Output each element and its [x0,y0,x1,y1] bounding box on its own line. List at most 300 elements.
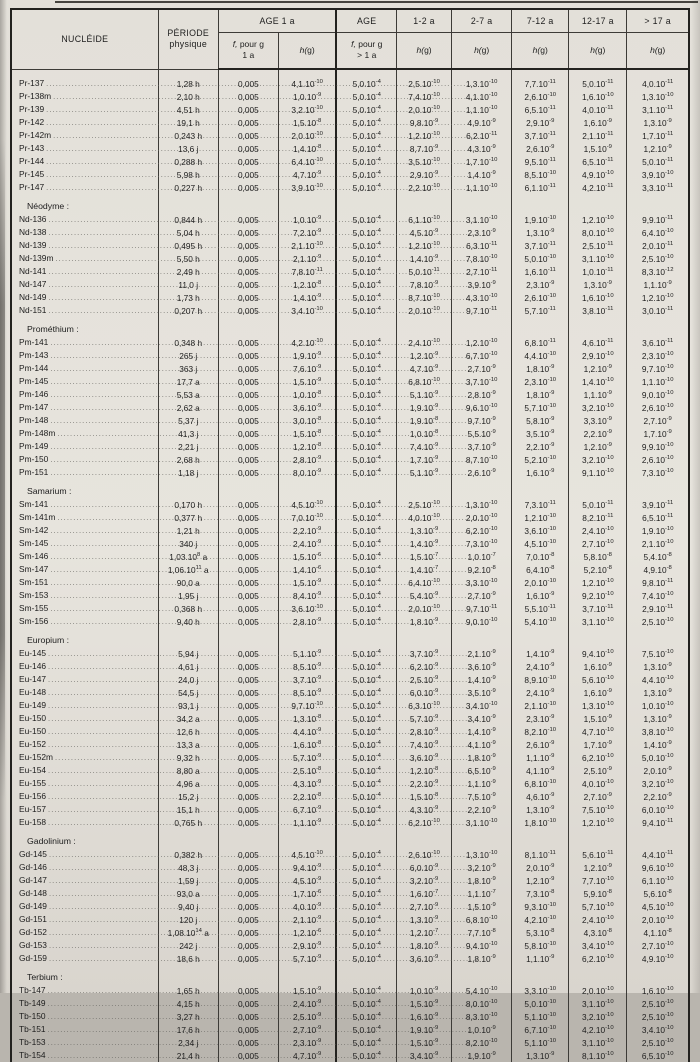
h-12-17a-cell: $1,2.10^{-10}$ [569,213,627,226]
f-1a-cell: 0,005 [218,816,278,829]
f-gt1a-cell: $5,0.10^{-4}$ [336,900,396,913]
h-12-17a-cell: $1,2.10^{-10}$ [569,576,627,589]
nuclide-name-wrap [12,1036,158,1049]
empty-cell [278,628,336,647]
f-1a-cell: 0,005 [218,466,278,479]
h-12-17a-cell: $4,9.10^{-10}$ [569,168,627,181]
h-7-12a-cell: $7,0.10^{-8}$ [512,550,569,563]
h-1-2a-cell: $3,5.10^{-10}$ [397,155,452,168]
f-gt1a-cell: $5,0.10^{-4}$ [336,602,396,615]
nuclide-name-wrap [12,602,158,615]
h-1-2a-cell: $2,0.10^{-10}$ [397,103,452,116]
h-7-12a-cell: $5,1.10^{-10}$ [512,1036,569,1049]
h-gt17a-cell: $2,1.10^{-10}$ [627,537,689,550]
periode-cell: 2,10 h [158,90,218,103]
nuclide-name-wrap [12,816,158,829]
f-gt1a-cell: $5,0.10^{-4}$ [336,926,396,939]
table-row [11,816,689,829]
nuclide-name: Gd-151 [19,914,47,924]
h-1a-cell: $7,2.10^{-9}$ [278,226,336,239]
f-gt1a-cell: $5,0.10^{-4}$ [336,725,396,738]
h-1-2a-cell: $1,9.10^{-9}$ [397,1023,452,1036]
h-7-12a-cell: $2,0.10^{-9}$ [512,861,569,874]
nuclide-name-wrap [12,336,158,349]
h-2-7a-cell: $1,4.10^{-9}$ [452,673,512,686]
h-12-17a-cell: $4,2.10^{-10}$ [569,1023,627,1036]
f-1a-cell: 0,005 [218,265,278,278]
table-row [11,563,689,576]
f-gt1a-cell: $5,0.10^{-4}$ [336,427,396,440]
nuclide-cell [11,550,158,563]
table-row [11,336,689,349]
h-7-12a-cell: $9,3.10^{-10}$ [512,900,569,913]
h-2-7a-cell: $5,4.10^{-10}$ [452,984,512,997]
f-1a-cell: 0,005 [218,764,278,777]
nuclide-name: Tb-154 [19,1050,46,1060]
periode-cell: 0,844 h [158,213,218,226]
f-gt1a-cell: $5,0.10^{-4}$ [336,803,396,816]
table-row [11,602,689,615]
periode-cell: 1,21 h [158,524,218,537]
col-header-hg-1-2a: h(g) [397,32,452,69]
h-1a-cell: $1,2.10^{-6}$ [278,926,336,939]
h-2-7a-cell: $2,8.10^{-9}$ [452,388,512,401]
h-1a-cell: $1,5.10^{-9}$ [278,576,336,589]
periode-cell: 0,765 h [158,816,218,829]
h-12-17a-cell: $9,1.10^{-10}$ [569,466,627,479]
h-1a-cell: $7,0.10^{-10}$ [278,511,336,524]
h-1a-cell: $1,0.10^{-9}$ [278,90,336,103]
nuclide-name-wrap [12,550,158,563]
h-7-12a-cell: $5,3.10^{-8}$ [512,926,569,939]
nuclide-name: Eu-148 [19,687,47,697]
h-2-7a-cell: $9,2.10^{-8}$ [452,563,512,576]
nuclide-cell [11,304,158,317]
col-header-f-1a [218,32,278,69]
h-1a-cell: $1,4.10^{-9}$ [278,291,336,304]
f-1a-cell: 0,005 [218,103,278,116]
nuclide-cell [11,1036,158,1049]
h-gt17a-cell: $1,1.10^{-10}$ [627,375,689,388]
periode-cell: 0,382 h [158,848,218,861]
periode-cell: 4,51 h [158,103,218,116]
h-gt17a-cell: $2,2.10^{-9}$ [627,790,689,803]
f-1a-cell: 0,005 [218,952,278,965]
periode-cell: 1,59 j [158,874,218,887]
h-12-17a-cell: $1,6.10^{-9}$ [569,116,627,129]
nuclide-cell [11,362,158,375]
h-7-12a-cell: $1,6.10^{-9}$ [512,466,569,479]
f-gt1a-cell: $5,0.10^{-4}$ [336,239,396,252]
periode-cell: 19,1 h [158,116,218,129]
f-1a-cell: 0,005 [218,913,278,926]
group-label: Néodyme : [11,194,158,213]
nuclide-cell [11,252,158,265]
nuclide-name: Eu-152m [19,752,53,762]
h-1a-cell: $3,7.10^{-9}$ [278,673,336,686]
nuclide-name-wrap [12,440,158,453]
nuclide-name: Pr-138m [19,91,52,101]
h-1-2a-cell: $5,7.10^{-9}$ [397,712,452,725]
nuclide-name: Eu-158 [19,817,47,827]
h-12-17a-cell: $7,5.10^{-10}$ [569,803,627,816]
nuclide-name: Sm-147 [19,564,49,574]
h-12-17a-cell: $6,2.10^{-10}$ [569,952,627,965]
h-2-7a-cell: $8,0.10^{-10}$ [452,997,512,1010]
nuclide-name-wrap [12,265,158,278]
h-7-12a-cell: $2,0.10^{-10}$ [512,576,569,589]
h-1a-cell: $4,7.10^{-9}$ [278,1049,336,1062]
h-1a-cell: $1,9.10^{-9}$ [278,349,336,362]
f-1a-cell: 0,005 [218,77,278,90]
empty-cell [512,829,569,848]
nuclide-name: Nd-151 [19,305,47,315]
nuclide-name-wrap [12,453,158,466]
h-12-17a-cell: $1,7.10^{-9}$ [569,738,627,751]
h-1a-cell: $8,5.10^{-9}$ [278,686,336,699]
h-1-2a-cell: $7,8.10^{-9}$ [397,278,452,291]
table-row [11,751,689,764]
empty-cell [452,628,512,647]
f-gt1a-cell: $5,0.10^{-4}$ [336,939,396,952]
table-row [11,1023,689,1036]
h-2-7a-cell: $3,1.10^{-10}$ [452,816,512,829]
h-12-17a-cell: $4,3.10^{-8}$ [569,926,627,939]
h-7-12a-cell: $1,3.10^{-9}$ [512,1049,569,1062]
periode-cell: 11,0 j [158,278,218,291]
h-gt17a-cell: $3,4.10^{-10}$ [627,1023,689,1036]
f-gt1a-cell: $5,0.10^{-4}$ [336,181,396,194]
h-1a-cell: $2,5.10^{-8}$ [278,764,336,777]
h-12-17a-cell: $2,5.10^{-11}$ [569,239,627,252]
h-7-12a-cell: $3,3.10^{-10}$ [512,984,569,997]
nuclide-name: Pm-149 [19,441,49,451]
nuclide-name: Eu-149 [19,700,47,710]
f-1a-cell: 0,005 [218,142,278,155]
h-1a-cell: $1,5.10^{-6}$ [278,550,336,563]
h-12-17a-cell: $3,7.10^{-11}$ [569,602,627,615]
table-row [11,686,689,699]
h-gt17a-cell: $1,1.10^{-9}$ [627,278,689,291]
h-7-12a-cell: $5,4.10^{-10}$ [512,615,569,628]
f-gt1a-cell: $5,0.10^{-4}$ [336,142,396,155]
spacer-cell [11,69,158,77]
nuclide-cell [11,673,158,686]
h-1-2a-cell: $6,2.10^{-10}$ [397,816,452,829]
h-gt17a-cell: $9,0.10^{-10}$ [627,388,689,401]
h-gt17a-cell: $1,9.10^{-10}$ [627,524,689,537]
nuclide-name: Tb-153 [19,1037,46,1047]
f-gt1a-cell: $5,0.10^{-4}$ [336,401,396,414]
f-1a-cell: 0,005 [218,427,278,440]
h-12-17a-cell: $4,0.10^{-10}$ [569,777,627,790]
h-1-2a-cell: $1,0.10^{-8}$ [397,427,452,440]
f-1a-cell: 0,005 [218,660,278,673]
table-row [11,848,689,861]
table-row [11,660,689,673]
nuclide-cell [11,952,158,965]
empty-cell [336,194,396,213]
periode-cell: 24,0 j [158,673,218,686]
h-gt17a-cell: $2,0.10^{-11}$ [627,239,689,252]
nuclide-cell [11,803,158,816]
periode-cell: 340 j [158,537,218,550]
h-gt17a-cell: $9,9.10^{-10}$ [627,440,689,453]
h-1a-cell: $7,6.10^{-9}$ [278,362,336,375]
h-1a-cell: $6,7.10^{-9}$ [278,803,336,816]
h-1a-cell: $4,3.10^{-9}$ [278,777,336,790]
h-2-7a-cell: $2,6.10^{-9}$ [452,466,512,479]
h-7-12a-cell: $1,3.10^{-9}$ [512,803,569,816]
col-header-f-gt1a [336,32,396,69]
h-gt17a-cell: $1,3.10^{-9}$ [627,116,689,129]
nuclide-name: Eu-157 [19,804,47,814]
nuclide-name: Pr-147 [19,182,45,192]
f-1a-cell: 0,005 [218,168,278,181]
f-1a-cell: 0,005 [218,686,278,699]
periode-cell: 5,94 j [158,647,218,660]
h-12-17a-cell: $5,6.10^{-11}$ [569,848,627,861]
nuclide-cell [11,401,158,414]
table-row [11,725,689,738]
table-row [11,874,689,887]
f-1a-cell: 0,005 [218,349,278,362]
group-label-row [11,965,689,984]
h-1a-cell: $4,7.10^{-9}$ [278,168,336,181]
periode-cell: 0,348 h [158,336,218,349]
nuclide-cell [11,440,158,453]
h-1a-cell: $2,5.10^{-9}$ [278,1010,336,1023]
h-7-12a-cell: $3,5.10^{-9}$ [512,427,569,440]
nuclide-name: Eu-147 [19,674,47,684]
nuclide-name-wrap [12,466,158,479]
h-gt17a-cell: $1,7.10^{-9}$ [627,427,689,440]
f-gt1a-cell: $5,0.10^{-4}$ [336,349,396,362]
nuclide-cell [11,725,158,738]
table-row [11,712,689,725]
empty-cell [512,479,569,498]
h-7-12a-cell: $1,4.10^{-9}$ [512,647,569,660]
table-row [11,349,689,362]
h-gt17a-cell: $3,2.10^{-10}$ [627,777,689,790]
nuclide-name: Sm-156 [19,616,49,626]
nuclide-name: Eu-145 [19,648,47,658]
periode-cell: 265 j [158,349,218,362]
f-1a-cell: 0,005 [218,1049,278,1062]
h-12-17a-cell: $3,2.10^{-10}$ [569,1010,627,1023]
h-2-7a-cell: $3,6.10^{-9}$ [452,660,512,673]
h-7-12a-cell: $5,2.10^{-10}$ [512,453,569,466]
periode-cell: 0,377 h [158,511,218,524]
f-gt1a-cell: $5,0.10^{-4}$ [336,453,396,466]
h-gt17a-cell: $7,5.10^{-10}$ [627,647,689,660]
table-row [11,861,689,874]
h-7-12a-cell: $5,0.10^{-10}$ [512,997,569,1010]
h-12-17a-cell: $1,2.10^{-10}$ [569,816,627,829]
nuclide-name-wrap [12,524,158,537]
h-12-17a-cell: $3,1.10^{-10}$ [569,997,627,1010]
h-gt17a-cell: $4,4.10^{-10}$ [627,673,689,686]
nuclide-cell [11,414,158,427]
f-gt1a-cell: $5,0.10^{-4}$ [336,291,396,304]
periode-cell: 0,495 h [158,239,218,252]
col-header-hg-2-7a: h(g) [452,32,512,69]
periode-cell: 1,18 j [158,466,218,479]
h-7-12a-cell: $1,8.10^{-9}$ [512,362,569,375]
nuclide-cell [11,239,158,252]
f-gt1a-cell: $5,0.10^{-4}$ [336,861,396,874]
empty-cell [158,965,218,984]
table-row [11,362,689,375]
h-1a-cell: $2,0.10^{-10}$ [278,129,336,142]
nuclide-name: Pm-148 [19,415,49,425]
nuclide-cell [11,647,158,660]
h-2-7a-cell: $9,4.10^{-10}$ [452,939,512,952]
col-header-age-1-2a: 1-2 a [397,9,452,32]
spacer-cell [336,69,396,77]
f-gt1a-cell: $5,0.10^{-4}$ [336,168,396,181]
table-row [11,252,689,265]
h-1a-cell: $7,8.10^{-11}$ [278,265,336,278]
nuclide-name-wrap [12,427,158,440]
nuclide-name-wrap [12,887,158,900]
h-12-17a-cell: $1,4.10^{-10}$ [569,375,627,388]
h-1-2a-cell: $1,4.10^{-9}$ [397,537,452,550]
nuclide-cell [11,155,158,168]
nuclide-name-wrap [12,498,158,511]
h-gt17a-cell: $9,9.10^{-11}$ [627,213,689,226]
h-7-12a-cell: $7,3.10^{-11}$ [512,498,569,511]
table-row [11,699,689,712]
nuclide-name-wrap [12,997,158,1010]
h-12-17a-cell: $6,5.10^{-11}$ [569,155,627,168]
nuclide-cell [11,453,158,466]
h-1-2a-cell: $4,7.10^{-9}$ [397,362,452,375]
h-2-7a-cell: $6,2.10^{-11}$ [452,129,512,142]
table-row [11,77,689,90]
nuclide-name: Pm-150 [19,454,49,464]
empty-cell [627,965,689,984]
h-7-12a-cell: $2,6.10^{-9}$ [512,142,569,155]
h-2-7a-cell: $2,1.10^{-9}$ [452,647,512,660]
h-gt17a-cell: $1,2.10^{-9}$ [627,142,689,155]
table-row [11,537,689,550]
nuclide-cell [11,103,158,116]
h-1a-cell: $4,5.10^{-9}$ [278,874,336,887]
nuclide-name-wrap [12,278,158,291]
h-1a-cell: $1,3.10^{-8}$ [278,712,336,725]
nuclide-name-wrap [12,725,158,738]
h-2-7a-cell: $9,0.10^{-10}$ [452,615,512,628]
h-7-12a-cell: $3,7.10^{-11}$ [512,239,569,252]
empty-cell [512,194,569,213]
nuclide-name-wrap [12,913,158,926]
h-gt17a-cell: $2,3.10^{-10}$ [627,349,689,362]
h-1a-cell: $6,4.10^{-10}$ [278,155,336,168]
h-1a-cell: $5,1.10^{-9}$ [278,647,336,660]
periode-cell: 0,368 h [158,602,218,615]
periode-cell: 2,34 j [158,1036,218,1049]
periode-cell: 9,40 j [158,900,218,913]
h-gt17a-cell: $2,0.10^{-9}$ [627,764,689,777]
f-1a-cell: 0,005 [218,803,278,816]
nuclide-name-wrap [12,563,158,576]
nuclide-name-wrap [12,142,158,155]
h-gt17a-cell: $2,5.10^{-10}$ [627,252,689,265]
nuclide-name: Sm-153 [19,590,49,600]
h-12-17a-cell: $1,3.10^{-9}$ [569,278,627,291]
h-gt17a-cell: $1,3.10^{-9}$ [627,660,689,673]
h-7-12a-cell: $1,3.10^{-9}$ [512,226,569,239]
h-12-17a-cell: $1,5.10^{-9}$ [569,712,627,725]
h-2-7a-cell: $3,7.10^{-9}$ [452,440,512,453]
nuclide-name: Nd-136 [19,214,47,224]
empty-cell [278,829,336,848]
nuclide-name-wrap [12,181,158,194]
periode-cell: 2,62 a [158,401,218,414]
h-1a-cell: $2,3.10^{-9}$ [278,1036,336,1049]
nuclide-name-wrap [12,660,158,673]
h-1-2a-cell: $2,0.10^{-10}$ [397,602,452,615]
h-1a-cell: $8,4.10^{-9}$ [278,589,336,602]
periode-cell: 5,50 h [158,252,218,265]
nuclide-cell [11,142,158,155]
f-gt1a-cell: $5,0.10^{-4}$ [336,362,396,375]
col-header-hg-12-17a: h(g) [569,32,627,69]
h-gt17a-cell: $1,6.10^{-10}$ [627,984,689,997]
nuclide-cell [11,887,158,900]
table-row [11,155,689,168]
nuclide-dose-table [10,8,690,1062]
empty-cell [397,965,452,984]
h-1-2a-cell: $1,3.10^{-9}$ [397,524,452,537]
table-row [11,278,689,291]
h-1a-cell: $1,7.10^{-6}$ [278,887,336,900]
periode-cell: 2,68 h [158,453,218,466]
h-1-2a-cell: $6,3.10^{-10}$ [397,699,452,712]
nuclide-name-wrap [12,939,158,952]
nuclide-name: Sm-146 [19,551,49,561]
nuclide-cell [11,874,158,887]
nuclide-cell [11,129,158,142]
table-row [11,129,689,142]
nuclide-name: Tb-149 [19,998,46,1008]
h-gt17a-cell: $2,7.10^{-10}$ [627,939,689,952]
nuclide-cell [11,226,158,239]
h-1-2a-cell: $6,0.10^{-9}$ [397,686,452,699]
nuclide-cell [11,77,158,90]
f-1a-cell: 0,005 [218,498,278,511]
nuclide-name-wrap [12,848,158,861]
h-2-7a-cell: $2,7.10^{-9}$ [452,589,512,602]
nuclide-name: Nd-139 [19,240,47,250]
f-1a-cell: 0,005 [218,388,278,401]
h-2-7a-cell: $1,1.10^{-10}$ [452,103,512,116]
nuclide-name: Pm-141 [19,337,49,347]
h-7-12a-cell: $1,2.10^{-10}$ [512,511,569,524]
h-7-12a-cell: $2,6.10^{-9}$ [512,738,569,751]
f-1a-cell: 0,005 [218,699,278,712]
f-gt1a-cell: $5,0.10^{-4}$ [336,77,396,90]
periode-cell: 0,170 h [158,498,218,511]
col-header-age-2-7a: 2-7 a [452,9,512,32]
h-12-17a-cell: $3,1.10^{-10}$ [569,252,627,265]
h-1a-cell: $2,9.10^{-9}$ [278,939,336,952]
f-1a-cell: 0,005 [218,550,278,563]
f-gt1a-cell: $5,0.10^{-4}$ [336,440,396,453]
h-1a-cell: $1,5.10^{-8}$ [278,116,336,129]
f-gt1a-cell: $5,0.10^{-4}$ [336,550,396,563]
